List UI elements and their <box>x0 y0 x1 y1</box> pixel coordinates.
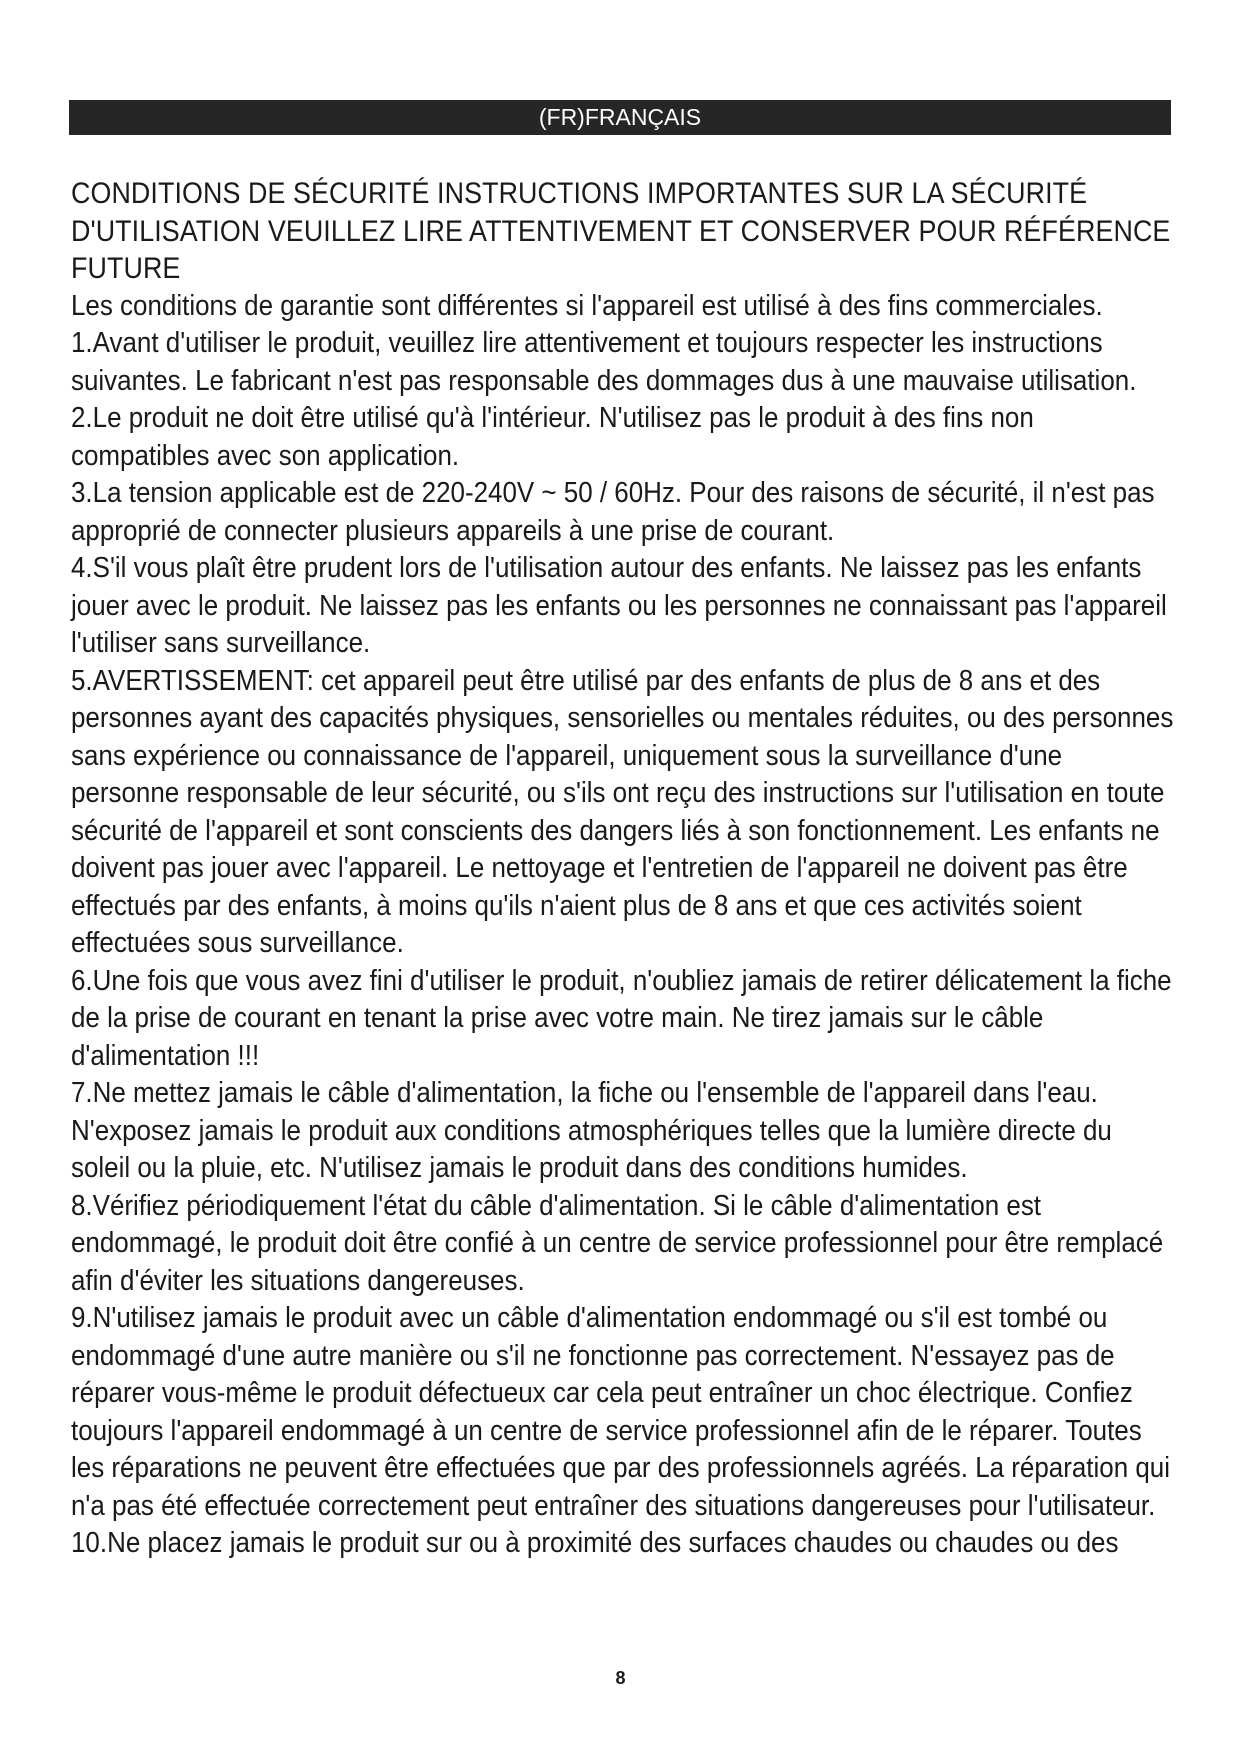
instruction-6: 6.Une fois que vous avez fini d'utiliser le produit, n'oubliez jamais de retirer délicatement la fiche de la prise de courant en tenant la prise avec votre main. Ne tirez jamais sur le câble d'alimentation !!! <box>71 964 1172 1072</box>
instruction-3: 3.La tension applicable est de 220-240V ~ 50 / 60Hz. Pour des raisons de sécurité, il n'est pas approprié de connecter plusieurs appareils à une prise de courant. <box>71 477 1155 547</box>
instruction-2: 2.Le produit ne doit être utilisé qu'à l'intérieur. N'utilisez pas le produit à des fins non compatibles avec son application. <box>71 402 1034 472</box>
instruction-10: 10.Ne placez jamais le produit sur ou à proximité des surfaces chaudes ou chaudes ou des <box>71 1527 1119 1559</box>
instruction-5: 5.AVERTISSEMENT: cet appareil peut être utilisé par des enfants de plus de 8 ans et des personnes ayant des capacités physiques, sensorielles ou mentales réduites, ou des personnes sans expérience ou connaissance de l'appareil, uniquement sous la surveillance d'une personne responsable de leur sécurité, ou s'ils ont reçu des instructions sur l'utilisation en toute sécurité de l'appareil et sont conscients des dangers liés à son fonctionnement. Les enfants ne doivent pas jouer avec l'appareil. Le nettoyage et l'entretien de l'appareil ne doivent pas être effectués par des enfants, à moins qu'ils n'aient plus de 8 ans et que ces activités soient effectuées sous surveillance. <box>71 664 1174 959</box>
language-header-bar: (FR)FRANÇAIS <box>69 100 1171 135</box>
safety-instructions <box>71 175 1174 1563</box>
instruction-9: 9.N'utilisez jamais le produit avec un câble d'alimentation endommagé ou s'il est tombé ou endommagé d'une autre manière ou s'il ne fonctionne pas correctement. N'essayez pas de réparer vous-même le produit défectueux car cela peut entraîner un choc électrique. Confiez toujours l'appareil endommagé à un centre de service professionnel afin de le réparer. Toutes les réparations ne peuvent être effectuées que par des professionnels agréés. La réparation qui n'a pas été effectuée correctement peut entraîner des situations dangereuses pour l'utilisateur. <box>71 1302 1171 1522</box>
safety-heading: CONDITIONS DE SÉCURITÉ INSTRUCTIONS IMPORTANTES SUR LA SÉCURITÉ D'UTILISATION VEUILLEZ LIRE ATTENTIVEMENT ET CONSERVER POUR RÉFÉRENCE FUTURE <box>71 177 1171 285</box>
instruction-8: 8.Vérifiez périodiquement l'état du câble d'alimentation. Si le câble d'alimentation est endommagé, le produit doit être confié à un centre de service professionnel pour être remplacé afin d'éviter les situations dangereuses. <box>71 1189 1164 1297</box>
page-number: 8 <box>615 1668 626 1688</box>
instruction-7: 7.Ne mettez jamais le câble d'alimentation, la fiche ou l'ensemble de l'appareil dans l'eau. N'exposez jamais le produit aux conditions atmosphériques telles que la lumière directe du soleil ou la pluie, etc. N'utilisez jamais le produit dans des conditions humides. <box>71 1077 1112 1184</box>
instruction-1: 1.Avant d'utiliser le produit, veuillez lire attentivement et toujours respecter les instructions suivantes. Le fabricant n'est pas responsable des dommages dus à une mauvaise utilisation. <box>71 327 1137 397</box>
instruction-4: 4.S'il vous plaît être prudent lors de l'utilisation autour des enfants. Ne laissez pas les enfants jouer avec le produit. Ne laissez pas les enfants ou les personnes ne connaissant pas l'appareil l'utiliser sans surveillance. <box>71 552 1167 659</box>
warranty-note: Les conditions de garantie sont différentes si l'appareil est utilisé à des fins commerciales. <box>71 289 1103 322</box>
